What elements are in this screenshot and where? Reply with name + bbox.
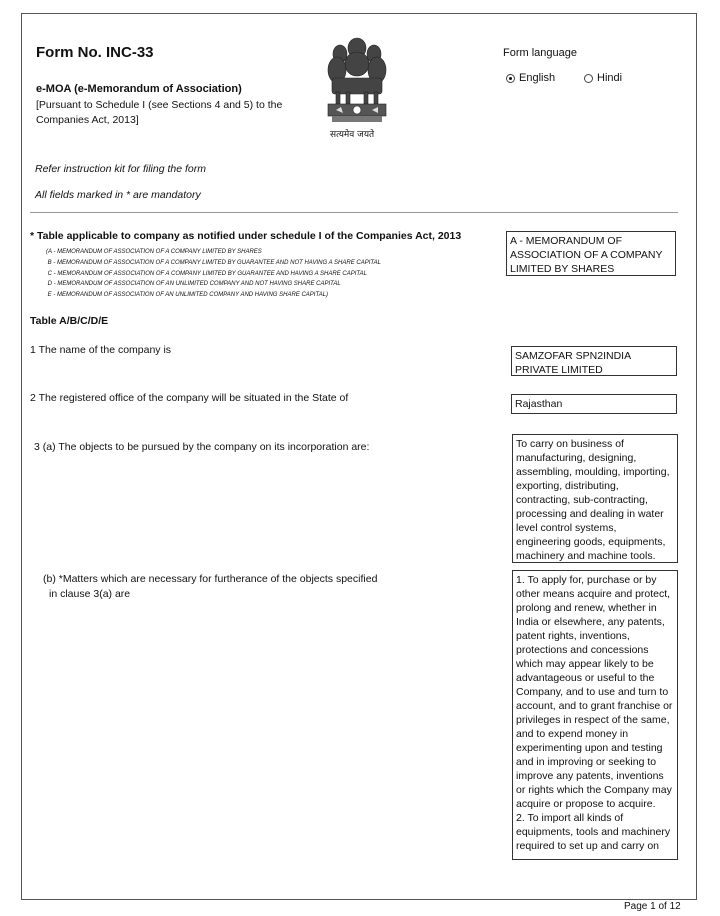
radio-english[interactable] xyxy=(506,74,515,83)
form-number: Form No. INC-33 xyxy=(36,44,154,61)
matters-field[interactable]: 1. To apply for, purchase or by other means acquire and protect, prolong and renew, whether in India or elsewhere, any patents, patent rights, inventions, protections and concessions which may appear likely to be advantageous or useful to the Company, and to use and turn to account, and to grant franchise or privileges in respect of the same, and to expend money in experimenting upon and testing and in improving or seeking to improve any patents, inventions or rights which the Company may acquire or propose to acquire. 2. To import all kinds of equipments, tools and machinery required to set up and carry on xyxy=(512,570,678,860)
table-option: (A - MEMORANDUM OF ASSOCIATION OF A COMPANY LIMITED BY SHARES xyxy=(46,249,262,255)
radio-hindi[interactable] xyxy=(584,74,593,83)
instruction-note: Refer instruction kit for filing the form xyxy=(35,163,206,175)
mandatory-note: All fields marked in * are mandatory xyxy=(35,189,201,201)
table-option: D - MEMORANDUM OF ASSOCIATION OF AN UNLIMITED COMPANY AND NOT HAVING SHARE CAPITAL xyxy=(46,281,341,288)
table-options-list xyxy=(46,247,381,301)
objects-label: 3 (a) The objects to be pursued by the company on its incorporation are: xyxy=(34,441,370,453)
lion-capital-icon xyxy=(322,34,392,140)
matters-label-line2: in clause 3(a) are xyxy=(49,588,131,600)
table-option: C - MEMORANDUM OF ASSOCIATION OF A COMPANY LIMITED BY GUARANTEE AND HAVING A SHARE CAPITAL xyxy=(46,270,367,277)
table-select-field[interactable]: A - MEMORANDUM OF ASSOCIATION OF A COMPANY LIMITED BY SHARES xyxy=(506,231,676,276)
table-label: Table A/B/C/D/E xyxy=(30,315,109,327)
form-title: e-MOA (e-Memorandum of Association) xyxy=(36,83,242,95)
section-divider xyxy=(30,212,678,213)
form-language-label: Form language xyxy=(503,47,577,59)
language-option-english[interactable] xyxy=(506,72,555,84)
national-emblem xyxy=(322,34,392,140)
language-english-label: English xyxy=(519,72,556,84)
emblem-motto: सत्यमेव जयते xyxy=(330,130,375,140)
state-label: 2 The registered office of the company will be situated in the State of xyxy=(30,392,349,404)
table-option: E - MEMORANDUM OF ASSOCIATION OF AN UNLIMITED COMPANY AND HAVING SHARE CAPITAL) xyxy=(46,292,329,299)
pursuant-note: [Pursuant to Schedule I (see Sections 4 and 5) to the Companies Act, 2013] xyxy=(36,99,283,126)
state-field[interactable]: Rajasthan xyxy=(511,394,677,414)
table-applicable-heading: * Table applicable to company as notified under schedule I of the Companies Act, 2013 xyxy=(30,230,462,242)
objects-field[interactable]: To carry on business of manufacturing, designing, assembling, moulding, importing, exporting, distributing, contracting, sub-contracting, processing and dealing in water level control systems, engineering goods, equipments, machinery and machine tools. xyxy=(512,434,678,563)
company-name-label: 1 The name of the company is xyxy=(30,344,172,356)
company-name-field[interactable]: SAMZOFAR SPN2INDIA PRIVATE LIMITED xyxy=(511,346,677,376)
table-option: B - MEMORANDUM OF ASSOCIATION OF A COMPANY LIMITED BY GUARANTEE AND NOT HAVING A SHARE CAPITAL xyxy=(46,259,381,266)
language-option-hindi[interactable] xyxy=(584,72,622,84)
matters-label-line1: (b) *Matters which are necessary for furtherance of the objects specified xyxy=(43,573,378,585)
page-number: Page 1 of 12 xyxy=(624,901,681,912)
language-hindi-label: Hindi xyxy=(597,72,623,84)
